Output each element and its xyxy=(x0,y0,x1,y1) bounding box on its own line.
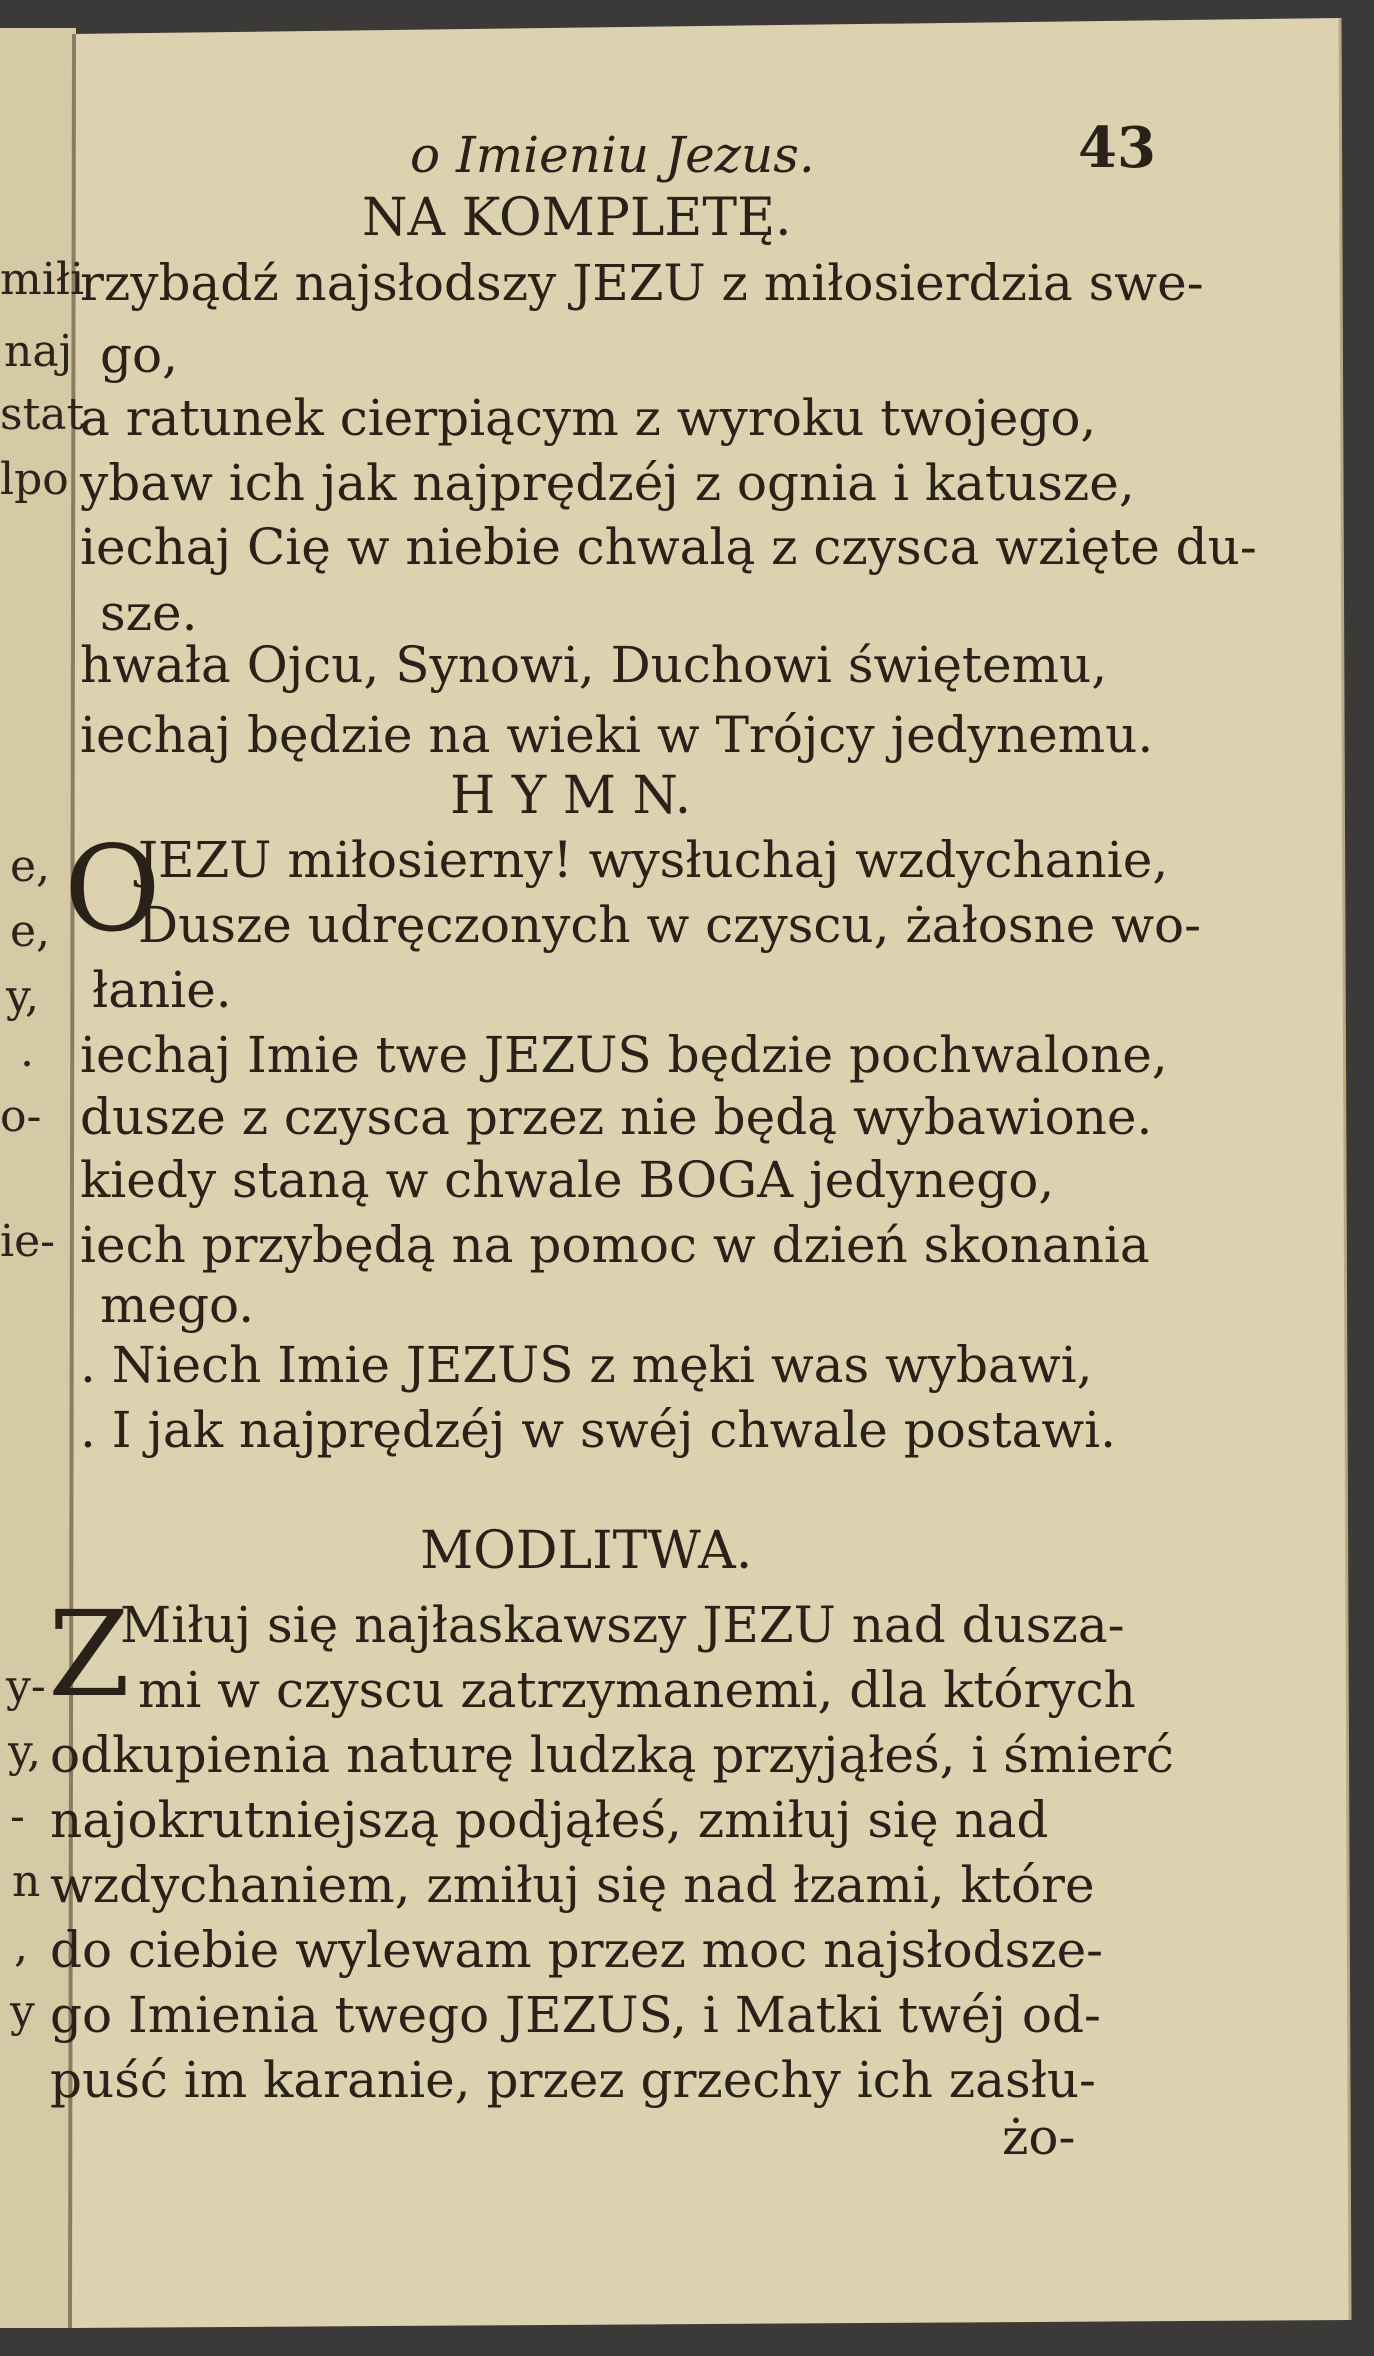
text-line: . Niech Imie JEZUS z męki was wybawi, xyxy=(80,1336,1093,1394)
text-line: go Imienia twego JEZUS, i Matki twéj od- xyxy=(50,1986,1101,2044)
text-line: JEZU miłosierny! wysłuchaj wzdychanie, xyxy=(138,831,1169,889)
gutter-fragment: - xyxy=(10,1791,25,1842)
text-line: a ratunek cierpiącym z wyroku twojego, xyxy=(80,389,1097,447)
gutter-fragment: naj xyxy=(4,326,73,377)
gutter-fragment: y- xyxy=(6,1661,46,1712)
section-title-modlitwa: MODLITWA. xyxy=(420,1521,753,1581)
running-header-title: o Imieniu Jezus. xyxy=(410,126,815,184)
text-line: puść im karanie, przez grzechy ich zasłu- xyxy=(50,2051,1096,2109)
gutter-fragment: stat xyxy=(0,389,85,440)
gutter-fragment: e, xyxy=(10,906,51,957)
text-line: . I jak najprędzéj w swéj chwale postawi. xyxy=(80,1401,1117,1459)
text-line: ybaw ich jak najprędzéj z ognia i katusze, xyxy=(80,454,1135,512)
text-line: rzybądź najsłodszy JEZU z miłosierdzia swe- xyxy=(80,254,1204,312)
text-line: iechaj Cię w niebie chwalą z czysca wzięte du- xyxy=(80,518,1257,576)
text-line: do ciebie wylewam przez moc najsłodsze- xyxy=(50,1921,1104,1979)
text-line: kiedy staną w chwale BOGA jedynego, xyxy=(80,1151,1055,1209)
gutter-fragment: y, xyxy=(8,1726,41,1777)
text-line: iechaj będzie na wieki w Trójcy jedynemu. xyxy=(80,706,1154,764)
text-line: iechaj Imie twe JEZUS będzie pochwalone, xyxy=(80,1026,1168,1084)
gutter-fragment: o- xyxy=(0,1091,42,1142)
text-line: sze. xyxy=(100,584,198,642)
gutter-fragment: n xyxy=(12,1856,41,1907)
text-line: najokrutniejszą podjąłeś, zmiłuj się nad xyxy=(50,1791,1049,1849)
gutter-fragment: y xyxy=(10,1986,35,2037)
gutter-fragment: . xyxy=(20,1026,34,1077)
drop-cap-o: O xyxy=(64,820,161,958)
text-line: dusze z czysca przez nie będą wybawione. xyxy=(80,1088,1153,1146)
gutter-fragment: y, xyxy=(6,971,39,1022)
text-line: mi w czyscu zatrzymanemi, dla których xyxy=(138,1661,1136,1719)
text-line: łanie. xyxy=(92,961,232,1019)
gutter-fragment: , xyxy=(14,1921,28,1972)
text-line: iech przybędą na pomoc w dzień skonania xyxy=(80,1216,1150,1274)
text-line: Dusze udręczonych w czyscu, żałosne wo- xyxy=(138,896,1202,954)
drop-cap-z: Z xyxy=(48,1585,130,1723)
text-line: odkupienia naturę ludzką przyjąłeś, i śmierć xyxy=(50,1726,1174,1784)
section-title-na-komplete: NA KOMPLETĘ. xyxy=(362,188,792,248)
gutter-fragment: lpo xyxy=(0,454,69,505)
page-number: 43 xyxy=(1078,115,1156,181)
text-line: go, xyxy=(100,326,179,384)
catchword: żo- xyxy=(1002,2108,1076,2166)
text-line: wzdychaniem, zmiłuj się nad łzami, które xyxy=(50,1856,1095,1914)
text-line: Miłuj się najłaskawszy JEZU nad dusza- xyxy=(120,1596,1125,1654)
gutter-fragment: e, xyxy=(10,841,51,892)
text-line: hwała Ojcu, Synowi, Duchowi świętemu, xyxy=(80,636,1108,694)
gutter-fragment: miłi xyxy=(0,254,85,305)
gutter-fragment: ie- xyxy=(0,1216,55,1267)
text-line: mego. xyxy=(100,1276,255,1334)
section-title-hymn: H Y M N. xyxy=(450,766,692,826)
